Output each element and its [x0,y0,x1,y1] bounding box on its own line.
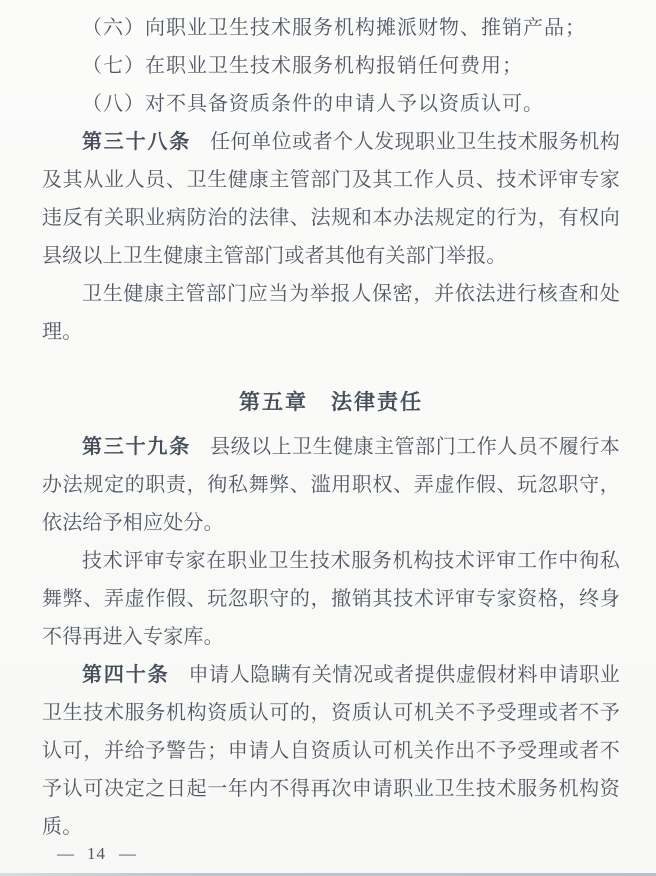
footer-dash-left: — [57,844,74,863]
page-number: 14 [87,844,106,863]
article-39-number: 第三十九条 [82,436,192,458]
article-38-followup-paragraph: 卫生健康主管部门应当为举报人保密，并依法进行核查和处理。 [42,283,620,343]
article-40-number: 第四十条 [82,664,170,686]
list-item-8: （八）对不具备资质条件的申请人予以资质认可。 [82,93,544,115]
article-40-body: 申请人隐瞒有关情况或者提供虚假材料申请职业卫生技术服务机构资质认可的，资质认可机关不予受理或者不予认可，并给予警告；申请人自资质认可机关作出不予受理或者不予认可决定之日起一年内不得再次申请职业卫生技术服务机构资质。 [42,664,620,838]
article-38-body: 任何单位或者个人发现职业卫生技术服务机构及其从业人员、卫生健康主管部门及其工作人员、技术评审专家违反有关职业病防治的法律、法规和本办法规定的行为，有权向县级以上卫生健康主管部门或者其他有关部门举报。 [42,131,620,267]
footer-dash-right: — [119,844,136,863]
article-38-paragraph [42,123,620,275]
article-38-number: 第三十八条 [82,131,192,153]
chapter-heading: 第五章 法律责任 [239,390,423,414]
article-40-paragraph [42,656,620,846]
article-39-paragraph [42,428,620,542]
page-footer [57,844,136,864]
article-39-followup-paragraph: 技术评审专家在职业卫生技术服务机构技术评审工作中徇私舞弊、弄虚作假、玩忽职守的，撤销其技术评审专家资格，终身不得再进入专家库。 [42,550,620,648]
list-item-6: （六）向职业卫生技术服务机构摊派财物、推销产品； [82,17,586,39]
article-39-body: 县级以上卫生健康主管部门工作人员不履行本办法规定的职责，徇私舞弊、滥用职权、弄虚作假、玩忽职守，依法给予相应处分。 [42,436,620,534]
list-item-7: （七）在职业卫生技术服务机构报销任何费用； [82,55,523,77]
